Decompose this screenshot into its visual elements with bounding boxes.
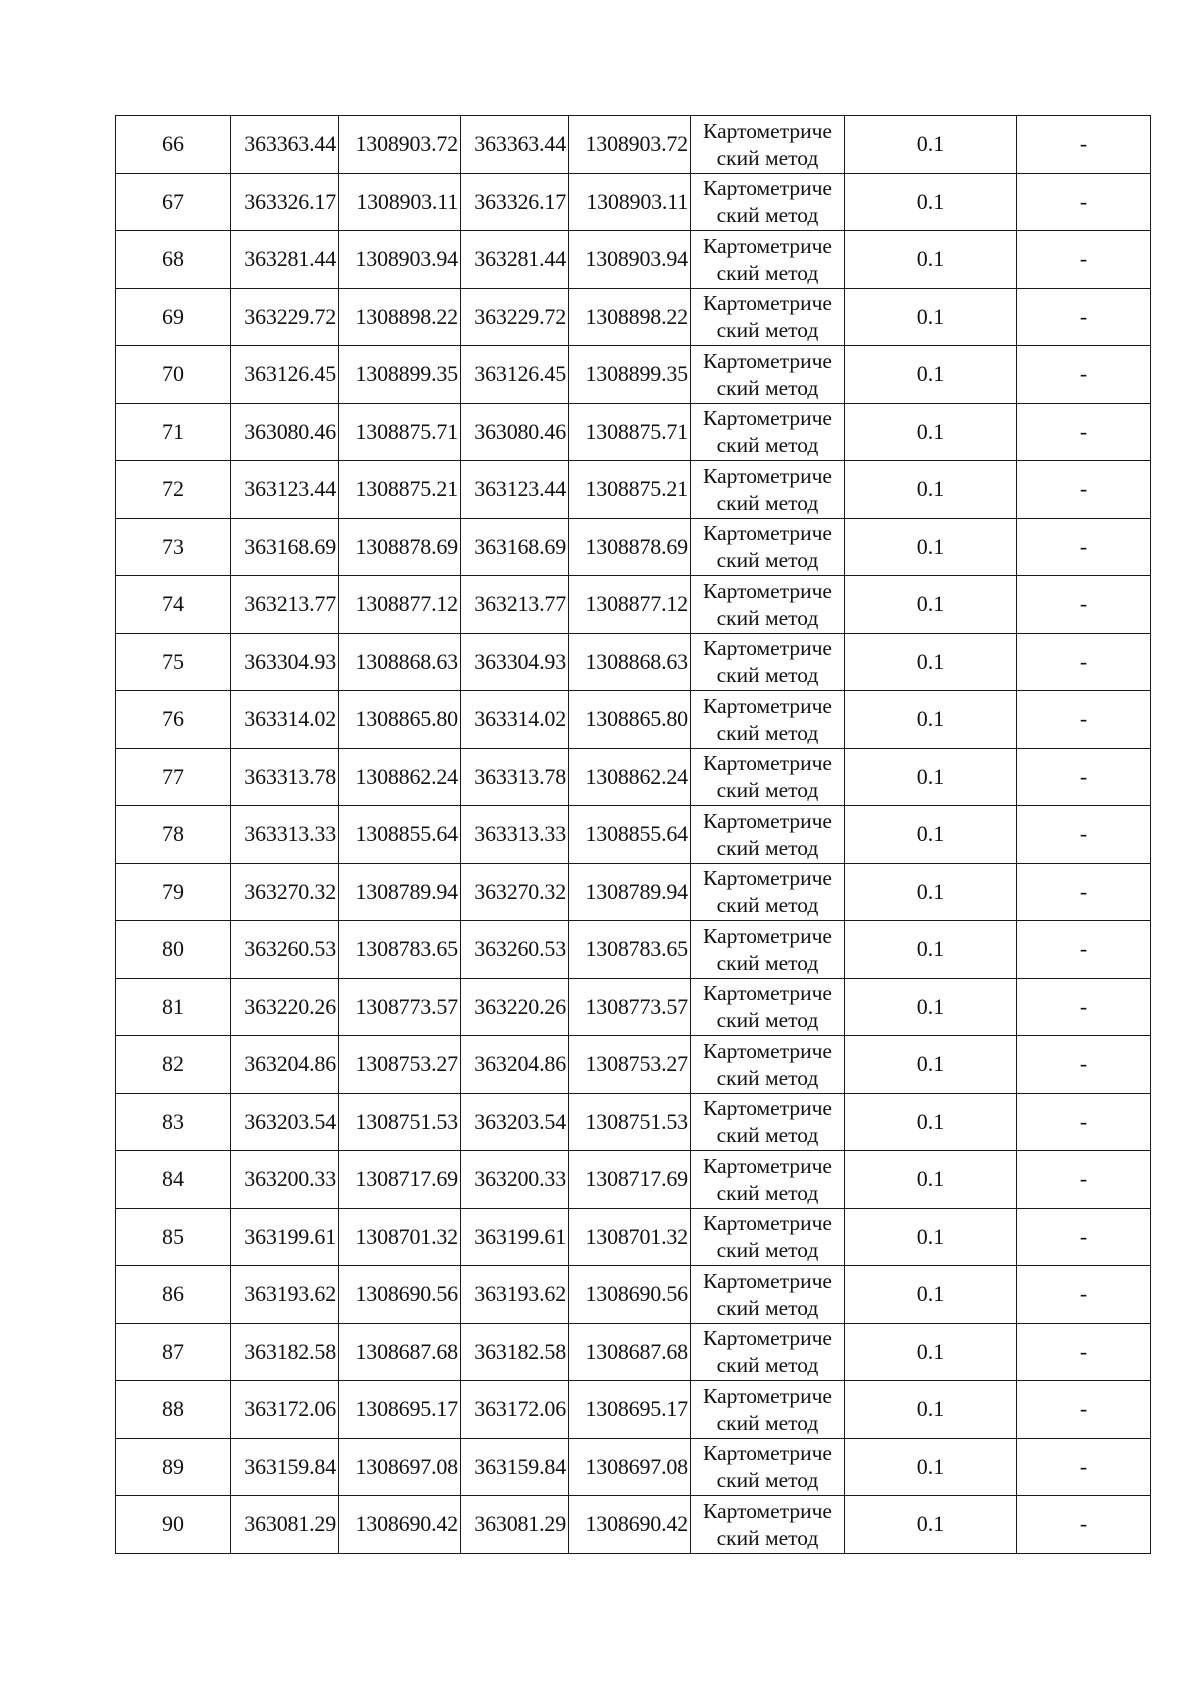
y-coordinate-cell: 1308878.69 bbox=[339, 518, 461, 576]
method-line-1: Картометриче bbox=[703, 1441, 832, 1466]
method-cell bbox=[691, 978, 845, 1036]
x-coordinate-cell: 363159.84 bbox=[231, 1438, 339, 1496]
method-line-1: Картометриче bbox=[703, 1038, 832, 1063]
method-line-1: Картометриче bbox=[703, 1153, 832, 1178]
y-coordinate-new-cell: 1308865.80 bbox=[569, 691, 691, 749]
note-cell: - bbox=[1017, 921, 1151, 979]
method-cell bbox=[691, 231, 845, 289]
accuracy-cell: 0.1 bbox=[845, 978, 1017, 1036]
note-cell: - bbox=[1017, 173, 1151, 231]
accuracy-cell: 0.1 bbox=[845, 116, 1017, 174]
method-line-2: ский метод bbox=[716, 1353, 819, 1378]
x-coordinate-cell: 363326.17 bbox=[231, 173, 339, 231]
method-cell bbox=[691, 346, 845, 404]
y-coordinate-cell: 1308898.22 bbox=[339, 288, 461, 346]
method-line-1: Картометриче bbox=[703, 463, 832, 488]
point-number-cell: 88 bbox=[116, 1381, 231, 1439]
note-cell: - bbox=[1017, 1381, 1151, 1439]
y-coordinate-cell: 1308687.68 bbox=[339, 1323, 461, 1381]
y-coordinate-cell: 1308855.64 bbox=[339, 806, 461, 864]
method-cell bbox=[691, 1151, 845, 1209]
accuracy-cell: 0.1 bbox=[845, 403, 1017, 461]
point-number-cell: 86 bbox=[116, 1266, 231, 1324]
method-line-2: ский метод bbox=[716, 663, 819, 688]
y-coordinate-new-cell: 1308898.22 bbox=[569, 288, 691, 346]
y-coordinate-cell: 1308868.63 bbox=[339, 633, 461, 691]
y-coordinate-new-cell: 1308899.35 bbox=[569, 346, 691, 404]
table-row bbox=[116, 288, 1151, 346]
y-coordinate-cell: 1308903.72 bbox=[339, 116, 461, 174]
accuracy-cell: 0.1 bbox=[845, 1093, 1017, 1151]
method-line-2: ский метод bbox=[716, 1065, 819, 1090]
method-line-1: Картометриче bbox=[703, 176, 832, 201]
x-coordinate-cell: 363080.46 bbox=[231, 403, 339, 461]
method-line-1: Картометриче bbox=[703, 1383, 832, 1408]
y-coordinate-cell: 1308862.24 bbox=[339, 748, 461, 806]
x-coordinate-cell: 363314.02 bbox=[231, 691, 339, 749]
method-cell bbox=[691, 691, 845, 749]
method-line-1: Картометриче bbox=[703, 693, 832, 718]
x-coordinate-new-cell: 363126.45 bbox=[461, 346, 569, 404]
x-coordinate-new-cell: 363080.46 bbox=[461, 403, 569, 461]
table-row bbox=[116, 1093, 1151, 1151]
y-coordinate-cell: 1308695.17 bbox=[339, 1381, 461, 1439]
point-number-cell: 87 bbox=[116, 1323, 231, 1381]
table-row bbox=[116, 1381, 1151, 1439]
method-line-2: ский метод bbox=[716, 605, 819, 630]
y-coordinate-cell: 1308690.56 bbox=[339, 1266, 461, 1324]
x-coordinate-new-cell: 363313.33 bbox=[461, 806, 569, 864]
method-cell bbox=[691, 748, 845, 806]
method-line-2: ский метод bbox=[716, 1410, 819, 1435]
table-row bbox=[116, 691, 1151, 749]
y-coordinate-new-cell: 1308875.71 bbox=[569, 403, 691, 461]
point-number-cell: 89 bbox=[116, 1438, 231, 1496]
method-line-2: ский метод bbox=[716, 375, 819, 400]
point-number-cell: 75 bbox=[116, 633, 231, 691]
x-coordinate-cell: 363313.78 bbox=[231, 748, 339, 806]
method-line-1: Картометриче bbox=[703, 348, 832, 373]
x-coordinate-cell: 363123.44 bbox=[231, 461, 339, 519]
y-coordinate-cell: 1308751.53 bbox=[339, 1093, 461, 1151]
method-line-2: ский метод bbox=[716, 1008, 819, 1033]
method-line-2: ский метод bbox=[716, 1468, 819, 1493]
y-coordinate-cell: 1308877.12 bbox=[339, 576, 461, 634]
table-row bbox=[116, 748, 1151, 806]
method-cell bbox=[691, 633, 845, 691]
accuracy-cell: 0.1 bbox=[845, 288, 1017, 346]
note-cell: - bbox=[1017, 116, 1151, 174]
y-coordinate-new-cell: 1308903.72 bbox=[569, 116, 691, 174]
accuracy-cell: 0.1 bbox=[845, 1266, 1017, 1324]
method-cell bbox=[691, 806, 845, 864]
x-coordinate-new-cell: 363270.32 bbox=[461, 863, 569, 921]
method-cell bbox=[691, 1381, 845, 1439]
y-coordinate-new-cell: 1308903.94 bbox=[569, 231, 691, 289]
table-row bbox=[116, 173, 1151, 231]
method-cell bbox=[691, 576, 845, 634]
y-coordinate-cell: 1308865.80 bbox=[339, 691, 461, 749]
table-row bbox=[116, 1208, 1151, 1266]
accuracy-cell: 0.1 bbox=[845, 1496, 1017, 1554]
method-line-2: ский метод bbox=[716, 1295, 819, 1320]
method-line-1: Картометриче bbox=[703, 636, 832, 661]
accuracy-cell: 0.1 bbox=[845, 346, 1017, 404]
x-coordinate-new-cell: 363326.17 bbox=[461, 173, 569, 231]
note-cell: - bbox=[1017, 863, 1151, 921]
table-row bbox=[116, 1438, 1151, 1496]
point-number-cell: 83 bbox=[116, 1093, 231, 1151]
x-coordinate-cell: 363126.45 bbox=[231, 346, 339, 404]
y-coordinate-cell: 1308903.94 bbox=[339, 231, 461, 289]
accuracy-cell: 0.1 bbox=[845, 231, 1017, 289]
note-cell: - bbox=[1017, 1093, 1151, 1151]
note-cell: - bbox=[1017, 1323, 1151, 1381]
x-coordinate-new-cell: 363159.84 bbox=[461, 1438, 569, 1496]
y-coordinate-cell: 1308753.27 bbox=[339, 1036, 461, 1094]
method-cell bbox=[691, 116, 845, 174]
method-line-2: ский метод bbox=[716, 433, 819, 458]
x-coordinate-new-cell: 363203.54 bbox=[461, 1093, 569, 1151]
y-coordinate-new-cell: 1308690.42 bbox=[569, 1496, 691, 1554]
x-coordinate-cell: 363193.62 bbox=[231, 1266, 339, 1324]
method-cell bbox=[691, 288, 845, 346]
x-coordinate-new-cell: 363260.53 bbox=[461, 921, 569, 979]
x-coordinate-cell: 363260.53 bbox=[231, 921, 339, 979]
x-coordinate-new-cell: 363204.86 bbox=[461, 1036, 569, 1094]
point-number-cell: 66 bbox=[116, 116, 231, 174]
accuracy-cell: 0.1 bbox=[845, 748, 1017, 806]
note-cell: - bbox=[1017, 518, 1151, 576]
table-row bbox=[116, 403, 1151, 461]
y-coordinate-cell: 1308773.57 bbox=[339, 978, 461, 1036]
x-coordinate-cell: 363081.29 bbox=[231, 1496, 339, 1554]
x-coordinate-new-cell: 363199.61 bbox=[461, 1208, 569, 1266]
method-cell bbox=[691, 1438, 845, 1496]
method-line-1: Картометриче bbox=[703, 1096, 832, 1121]
method-cell bbox=[691, 1208, 845, 1266]
method-line-2: ский метод bbox=[716, 318, 819, 343]
y-coordinate-new-cell: 1308878.69 bbox=[569, 518, 691, 576]
x-coordinate-new-cell: 363229.72 bbox=[461, 288, 569, 346]
x-coordinate-new-cell: 363213.77 bbox=[461, 576, 569, 634]
x-coordinate-cell: 363204.86 bbox=[231, 1036, 339, 1094]
y-coordinate-new-cell: 1308697.08 bbox=[569, 1438, 691, 1496]
accuracy-cell: 0.1 bbox=[845, 1438, 1017, 1496]
x-coordinate-new-cell: 363363.44 bbox=[461, 116, 569, 174]
method-cell bbox=[691, 1496, 845, 1554]
x-coordinate-cell: 363213.77 bbox=[231, 576, 339, 634]
table-row bbox=[116, 863, 1151, 921]
y-coordinate-new-cell: 1308855.64 bbox=[569, 806, 691, 864]
method-line-2: ский метод bbox=[716, 1123, 819, 1148]
note-cell: - bbox=[1017, 461, 1151, 519]
accuracy-cell: 0.1 bbox=[845, 806, 1017, 864]
accuracy-cell: 0.1 bbox=[845, 1208, 1017, 1266]
y-coordinate-new-cell: 1308717.69 bbox=[569, 1151, 691, 1209]
method-cell bbox=[691, 518, 845, 576]
method-line-1: Картометриче bbox=[703, 1268, 832, 1293]
point-number-cell: 67 bbox=[116, 173, 231, 231]
x-coordinate-new-cell: 363313.78 bbox=[461, 748, 569, 806]
point-number-cell: 84 bbox=[116, 1151, 231, 1209]
note-cell: - bbox=[1017, 691, 1151, 749]
method-line-2: ский метод bbox=[716, 1525, 819, 1550]
y-coordinate-cell: 1308899.35 bbox=[339, 346, 461, 404]
method-line-1: Картометриче bbox=[703, 751, 832, 776]
table-row bbox=[116, 116, 1151, 174]
point-number-cell: 78 bbox=[116, 806, 231, 864]
method-line-2: ский метод bbox=[716, 1238, 819, 1263]
x-coordinate-cell: 363304.93 bbox=[231, 633, 339, 691]
x-coordinate-cell: 363363.44 bbox=[231, 116, 339, 174]
table-row bbox=[116, 461, 1151, 519]
point-number-cell: 79 bbox=[116, 863, 231, 921]
note-cell: - bbox=[1017, 1266, 1151, 1324]
method-line-2: ский метод bbox=[716, 778, 819, 803]
table-row bbox=[116, 921, 1151, 979]
y-coordinate-new-cell: 1308753.27 bbox=[569, 1036, 691, 1094]
method-cell bbox=[691, 1266, 845, 1324]
method-line-1: Картометриче bbox=[703, 578, 832, 603]
note-cell: - bbox=[1017, 1208, 1151, 1266]
table-row bbox=[116, 346, 1151, 404]
x-coordinate-cell: 363200.33 bbox=[231, 1151, 339, 1209]
method-cell bbox=[691, 863, 845, 921]
y-coordinate-new-cell: 1308789.94 bbox=[569, 863, 691, 921]
x-coordinate-cell: 363270.32 bbox=[231, 863, 339, 921]
note-cell: - bbox=[1017, 1496, 1151, 1554]
method-line-1: Картометриче bbox=[703, 1211, 832, 1236]
method-line-1: Картометриче bbox=[703, 1326, 832, 1351]
y-coordinate-new-cell: 1308701.32 bbox=[569, 1208, 691, 1266]
x-coordinate-new-cell: 363193.62 bbox=[461, 1266, 569, 1324]
y-coordinate-new-cell: 1308690.56 bbox=[569, 1266, 691, 1324]
note-cell: - bbox=[1017, 1438, 1151, 1496]
x-coordinate-new-cell: 363314.02 bbox=[461, 691, 569, 749]
method-line-2: ский метод bbox=[716, 893, 819, 918]
note-cell: - bbox=[1017, 748, 1151, 806]
x-coordinate-cell: 363199.61 bbox=[231, 1208, 339, 1266]
accuracy-cell: 0.1 bbox=[845, 921, 1017, 979]
method-line-1: Картометриче bbox=[703, 923, 832, 948]
accuracy-cell: 0.1 bbox=[845, 1036, 1017, 1094]
method-line-2: ский метод bbox=[716, 950, 819, 975]
accuracy-cell: 0.1 bbox=[845, 1323, 1017, 1381]
point-number-cell: 82 bbox=[116, 1036, 231, 1094]
method-line-1: Картометриче bbox=[703, 118, 832, 143]
accuracy-cell: 0.1 bbox=[845, 863, 1017, 921]
note-cell: - bbox=[1017, 403, 1151, 461]
method-cell bbox=[691, 921, 845, 979]
accuracy-cell: 0.1 bbox=[845, 461, 1017, 519]
method-line-2: ский метод bbox=[716, 548, 819, 573]
x-coordinate-new-cell: 363220.26 bbox=[461, 978, 569, 1036]
y-coordinate-new-cell: 1308773.57 bbox=[569, 978, 691, 1036]
y-coordinate-new-cell: 1308877.12 bbox=[569, 576, 691, 634]
method-cell bbox=[691, 173, 845, 231]
accuracy-cell: 0.1 bbox=[845, 173, 1017, 231]
x-coordinate-cell: 363220.26 bbox=[231, 978, 339, 1036]
method-line-2: ский метод bbox=[716, 260, 819, 285]
y-coordinate-cell: 1308701.32 bbox=[339, 1208, 461, 1266]
accuracy-cell: 0.1 bbox=[845, 576, 1017, 634]
point-number-cell: 71 bbox=[116, 403, 231, 461]
method-line-2: ский метод bbox=[716, 490, 819, 515]
point-number-cell: 74 bbox=[116, 576, 231, 634]
note-cell: - bbox=[1017, 1036, 1151, 1094]
point-number-cell: 77 bbox=[116, 748, 231, 806]
y-coordinate-cell: 1308875.71 bbox=[339, 403, 461, 461]
note-cell: - bbox=[1017, 231, 1151, 289]
method-cell bbox=[691, 1093, 845, 1151]
method-line-1: Картометриче bbox=[703, 808, 832, 833]
x-coordinate-new-cell: 363182.58 bbox=[461, 1323, 569, 1381]
accuracy-cell: 0.1 bbox=[845, 633, 1017, 691]
method-line-2: ский метод bbox=[716, 145, 819, 170]
method-line-1: Картометриче bbox=[703, 521, 832, 546]
y-coordinate-cell: 1308783.65 bbox=[339, 921, 461, 979]
accuracy-cell: 0.1 bbox=[845, 1151, 1017, 1209]
method-line-1: Картометриче bbox=[703, 1498, 832, 1523]
table-row bbox=[116, 1266, 1151, 1324]
point-number-cell: 73 bbox=[116, 518, 231, 576]
x-coordinate-new-cell: 363123.44 bbox=[461, 461, 569, 519]
method-line-2: ский метод bbox=[716, 203, 819, 228]
x-coordinate-new-cell: 363081.29 bbox=[461, 1496, 569, 1554]
note-cell: - bbox=[1017, 576, 1151, 634]
table-row bbox=[116, 1036, 1151, 1094]
x-coordinate-new-cell: 363168.69 bbox=[461, 518, 569, 576]
table-row bbox=[116, 576, 1151, 634]
x-coordinate-new-cell: 363304.93 bbox=[461, 633, 569, 691]
method-line-2: ский метод bbox=[716, 1180, 819, 1205]
method-line-1: Картометриче bbox=[703, 981, 832, 1006]
x-coordinate-cell: 363229.72 bbox=[231, 288, 339, 346]
accuracy-cell: 0.1 bbox=[845, 1381, 1017, 1439]
method-line-1: Картометриче bbox=[703, 406, 832, 431]
y-coordinate-new-cell: 1308862.24 bbox=[569, 748, 691, 806]
method-line-2: ский метод bbox=[716, 720, 819, 745]
note-cell: - bbox=[1017, 633, 1151, 691]
y-coordinate-new-cell: 1308687.68 bbox=[569, 1323, 691, 1381]
table-row bbox=[116, 231, 1151, 289]
note-cell: - bbox=[1017, 288, 1151, 346]
y-coordinate-new-cell: 1308868.63 bbox=[569, 633, 691, 691]
method-cell bbox=[691, 1036, 845, 1094]
x-coordinate-new-cell: 363281.44 bbox=[461, 231, 569, 289]
table-row bbox=[116, 1323, 1151, 1381]
y-coordinate-cell: 1308690.42 bbox=[339, 1496, 461, 1554]
y-coordinate-cell: 1308789.94 bbox=[339, 863, 461, 921]
x-coordinate-cell: 363281.44 bbox=[231, 231, 339, 289]
y-coordinate-new-cell: 1308903.11 bbox=[569, 173, 691, 231]
x-coordinate-new-cell: 363172.06 bbox=[461, 1381, 569, 1439]
method-line-1: Картометриче bbox=[703, 866, 832, 891]
point-number-cell: 90 bbox=[116, 1496, 231, 1554]
table-row bbox=[116, 978, 1151, 1036]
point-number-cell: 69 bbox=[116, 288, 231, 346]
note-cell: - bbox=[1017, 1151, 1151, 1209]
note-cell: - bbox=[1017, 346, 1151, 404]
y-coordinate-cell: 1308875.21 bbox=[339, 461, 461, 519]
table-row bbox=[116, 1496, 1151, 1554]
table-row bbox=[116, 633, 1151, 691]
x-coordinate-cell: 363168.69 bbox=[231, 518, 339, 576]
table-row bbox=[116, 518, 1151, 576]
y-coordinate-new-cell: 1308875.21 bbox=[569, 461, 691, 519]
x-coordinate-cell: 363203.54 bbox=[231, 1093, 339, 1151]
method-cell bbox=[691, 1323, 845, 1381]
x-coordinate-cell: 363182.58 bbox=[231, 1323, 339, 1381]
point-number-cell: 70 bbox=[116, 346, 231, 404]
x-coordinate-cell: 363313.33 bbox=[231, 806, 339, 864]
note-cell: - bbox=[1017, 978, 1151, 1036]
table-row bbox=[116, 1151, 1151, 1209]
y-coordinate-cell: 1308697.08 bbox=[339, 1438, 461, 1496]
note-cell: - bbox=[1017, 806, 1151, 864]
method-line-1: Картометриче bbox=[703, 233, 832, 258]
accuracy-cell: 0.1 bbox=[845, 518, 1017, 576]
method-cell bbox=[691, 461, 845, 519]
point-number-cell: 72 bbox=[116, 461, 231, 519]
point-number-cell: 76 bbox=[116, 691, 231, 749]
x-coordinate-cell: 363172.06 bbox=[231, 1381, 339, 1439]
point-number-cell: 68 bbox=[116, 231, 231, 289]
method-cell bbox=[691, 403, 845, 461]
x-coordinate-new-cell: 363200.33 bbox=[461, 1151, 569, 1209]
method-line-1: Картометриче bbox=[703, 291, 832, 316]
y-coordinate-cell: 1308717.69 bbox=[339, 1151, 461, 1209]
point-number-cell: 81 bbox=[116, 978, 231, 1036]
point-number-cell: 85 bbox=[116, 1208, 231, 1266]
point-number-cell: 80 bbox=[116, 921, 231, 979]
y-coordinate-new-cell: 1308695.17 bbox=[569, 1381, 691, 1439]
accuracy-cell: 0.1 bbox=[845, 691, 1017, 749]
y-coordinate-cell: 1308903.11 bbox=[339, 173, 461, 231]
table-body bbox=[116, 116, 1151, 1554]
method-line-2: ский метод bbox=[716, 835, 819, 860]
y-coordinate-new-cell: 1308751.53 bbox=[569, 1093, 691, 1151]
coordinates-table bbox=[115, 115, 1151, 1554]
y-coordinate-new-cell: 1308783.65 bbox=[569, 921, 691, 979]
table-row bbox=[116, 806, 1151, 864]
